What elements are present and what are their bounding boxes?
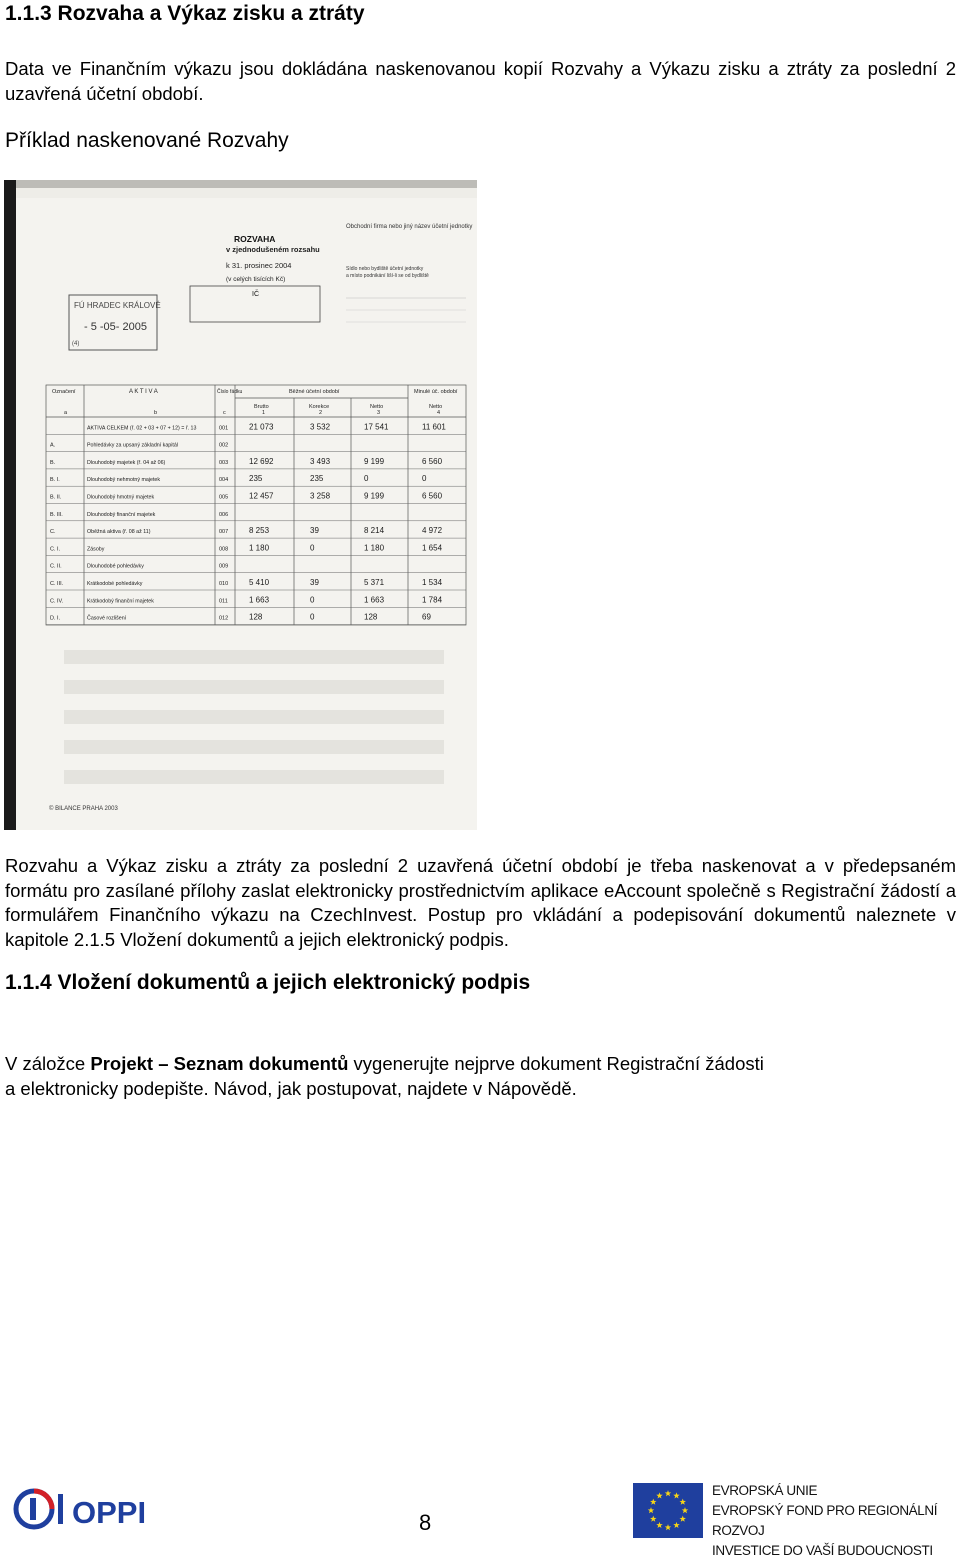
scan-row-minule: 6 560 — [422, 491, 443, 501]
scan-row-minule: 11 601 — [422, 422, 446, 432]
scan-col-letter: 3 — [377, 410, 381, 416]
scan-row-korekce: 39 — [310, 578, 319, 587]
scan-row-netto: 5 371 — [364, 578, 385, 587]
body-paragraph: Rozvahu a Výkaz zisku a ztráty za poslední 2 uzavřená účetní období je třeba naskenovat a v předepsaném formátu pro zasílané přílohy zaslat elektronicky prostřednictvím aplikace eAccount společně s Registrační žádostí a formulářem Finančního výkazu na CzechInvest. Postup pro vkládání a podepisování dokumentů naleznete v kapitole 2.1.5 Vložení dokumentů a jejich elektronický podpis. — [5, 855, 956, 950]
scan-row-name: Zásoby — [87, 546, 105, 553]
svg-text:Korekce: Korekce — [309, 404, 330, 410]
scan-row-code: C. — [50, 529, 56, 536]
scan-col-letter: 4 — [437, 410, 441, 416]
scan-row-line: 009 — [219, 563, 229, 570]
svg-text:Minulé úč. období: Minulé úč. období — [414, 389, 458, 395]
scan-row-name: Pohledávky za upsaný základní kapitál — [87, 442, 178, 449]
section-heading-1-1-4: 1.1.4 Vložení dokumentů a jejich elektronický podpis — [5, 971, 531, 994]
scan-row-minule: 1 784 — [422, 595, 443, 605]
scan-row-korekce: 3 258 — [310, 491, 331, 501]
scan-seat-label-1: Sídlo nebo bydliště účetní jednotky — [346, 266, 424, 272]
instructions-bold-path: Projekt – Seznam dokumentů — [90, 1053, 349, 1074]
eu-flag-icon — [633, 1483, 703, 1538]
scan-stamp-line2: - 5 -05- 2005 — [84, 321, 147, 333]
scan-row-netto: 17 541 — [364, 422, 389, 432]
scan-row-brutto: 1 663 — [249, 595, 270, 605]
svg-text:A K T I V A: A K T I V A — [129, 389, 158, 395]
scan-row-line: 012 — [219, 615, 229, 622]
scan-row-line: 005 — [219, 494, 229, 501]
scan-row-code: B. II. — [50, 494, 62, 501]
scan-row-name: Dlouhodobé pohledávky — [87, 563, 144, 570]
scan-row-code: C. I. — [50, 546, 61, 553]
scan-row-netto: 9 199 — [364, 491, 385, 501]
scan-row-name: Oběžná aktiva (ř. 08 až 11) — [87, 529, 151, 536]
instructions-text-before: V záložce — [5, 1053, 91, 1074]
scan-row-name: AKTIVA CELKEM (ř. 02 + 03 + 07 + 12) = ř. 13 — [87, 425, 197, 432]
scan-row-line: 006 — [219, 511, 229, 518]
scan-row-line: 001 — [219, 425, 229, 432]
scan-row-line: 008 — [219, 546, 229, 553]
scan-row-korekce: 235 — [310, 474, 324, 484]
instructions-line2: a elektronicky podepište. Návod, jak postupovat, najdete v Nápovědě. — [5, 1077, 577, 1099]
scan-seat-label-2: a místo podnikání liší-li se od bydliště — [346, 273, 429, 279]
scan-row-brutto: 8 253 — [249, 526, 270, 536]
scan-row-line: 002 — [219, 442, 229, 449]
scan-row-name: Dlouhodobý majetek (ř. 04 až 06) — [87, 459, 166, 466]
instructions-paragraph — [5, 1052, 956, 1101]
scan-row-korekce: 0 — [310, 543, 315, 553]
scan-row-name: Dlouhodobý nehmotný majetek — [87, 477, 161, 484]
scan-copyright: © BILANCE PRAHA 2003 — [49, 806, 118, 812]
eu-line-1: EVROPSKÁ UNIE — [712, 1483, 818, 1498]
scanned-balance-sheet — [4, 180, 477, 830]
scan-row-line: 003 — [219, 459, 229, 466]
scan-row-netto: 0 — [364, 474, 369, 484]
oppi-logo — [12, 1484, 172, 1534]
section-heading-1-1-3: 1.1.3 Rozvaha a Výkaz zisku a ztráty — [5, 2, 365, 25]
instructions-text-after: vygenerujte nejprve dokument Registrační žádosti — [348, 1053, 764, 1074]
scan-row-brutto: 128 — [249, 612, 263, 622]
svg-text:Označení: Označení — [52, 389, 76, 395]
oppi-logo-text: OPPI — [72, 1495, 147, 1530]
scan-title: ROZVAHA — [234, 234, 276, 244]
svg-text:Brutto: Brutto — [254, 404, 269, 410]
scan-row-name: Krátkodobé pohledávky — [87, 581, 143, 587]
svg-text:Číslo řádku: Číslo řádku — [217, 389, 243, 395]
scan-row-code: C. II. — [50, 563, 62, 570]
scan-row-code: A. — [50, 442, 56, 449]
scan-units: (v celých tisících Kč) — [226, 276, 286, 283]
scan-caption: Příklad naskenované Rozvahy — [5, 129, 289, 152]
scan-row-korekce: 0 — [310, 595, 315, 605]
eu-line-3: INVESTICE DO VAŠÍ BUDOUCNOSTI — [712, 1543, 933, 1558]
svg-text:Netto: Netto — [429, 404, 443, 410]
scan-row-code: C. IV. — [50, 598, 64, 605]
scan-stamp-line1: FÚ HRADEC KRÁLOVÉ — [74, 301, 161, 310]
scan-row-brutto: 12 457 — [249, 491, 274, 501]
scan-row-netto: 8 214 — [364, 526, 385, 536]
scan-col-letter: c — [223, 410, 226, 416]
scan-row-korekce: 0 — [310, 612, 315, 622]
scan-row-netto: 9 199 — [364, 456, 385, 466]
svg-text:Netto: Netto — [370, 404, 384, 410]
scan-row-line: 004 — [219, 477, 229, 484]
scan-col-letter: 1 — [262, 410, 266, 416]
scan-row-code: D. I. — [50, 615, 61, 622]
scan-row-line: 010 — [219, 581, 229, 587]
scan-row-line: 007 — [219, 529, 229, 536]
scan-stamp-num: (4) — [72, 341, 80, 347]
scan-row-code: B. III. — [50, 511, 63, 518]
scan-row-netto: 1 180 — [364, 543, 385, 553]
scan-row-minule: 1 534 — [422, 578, 443, 587]
scan-row-brutto: 12 692 — [249, 456, 274, 466]
scan-row-korekce: 3 532 — [310, 422, 331, 432]
scan-row-netto: 1 663 — [364, 595, 385, 605]
scan-ic-label: IČ — [252, 291, 259, 298]
scan-row-minule: 1 654 — [422, 543, 443, 553]
intro-paragraph: Data ve Finančním výkazu jsou dokládána naskenovanou kopií Rozvahy a Výkazu zisku a ztráty za poslední 2 uzavřená účetní období. — [5, 58, 956, 104]
scan-row-brutto: 235 — [249, 474, 263, 484]
scan-col-letter: 2 — [319, 410, 323, 416]
scan-row-minule: 4 972 — [422, 526, 443, 536]
scan-row-minule: 6 560 — [422, 456, 443, 466]
scan-row-netto: 128 — [364, 612, 378, 622]
scan-row-brutto: 21 073 — [249, 422, 274, 432]
scan-row-code: C. III. — [50, 581, 64, 587]
scan-row-name: Časové rozlišení — [87, 615, 127, 622]
scan-row-minule: 69 — [422, 612, 431, 622]
scan-row-korekce: 39 — [310, 526, 319, 536]
scan-date: k 31. prosinec 2004 — [226, 261, 292, 270]
scan-row-code: B. I. — [50, 477, 60, 484]
page-number: 8 — [419, 1510, 432, 1535]
eu-fund-text — [712, 1481, 960, 1561]
scan-row-korekce: 3 493 — [310, 456, 331, 466]
svg-text:Běžné účetní období: Běžné účetní období — [289, 389, 340, 395]
scan-subtitle: v zjednodušeném rozsahu — [226, 245, 320, 254]
scan-right-header: Obchodní firma nebo jiný název účetní jednotky — [346, 224, 473, 230]
scan-row-code: B. — [50, 459, 56, 466]
scan-row-line: 011 — [219, 598, 228, 605]
scan-row-name: Dlouhodobý hmotný majetek — [87, 494, 155, 501]
scan-col-letter: b — [154, 410, 158, 416]
scan-row-minule: 0 — [422, 474, 427, 484]
scan-row-name: Dlouhodobý finanční majetek — [87, 511, 156, 518]
scan-row-brutto: 1 180 — [249, 543, 270, 553]
scan-row-brutto: 5 410 — [249, 578, 270, 587]
eu-line-2: EVROPSKÝ FOND PRO REGIONÁLNÍ ROZVOJ — [712, 1503, 938, 1538]
scan-col-letter: a — [64, 410, 68, 416]
scan-row-name: Krátkodobý finanční majetek — [87, 598, 154, 605]
